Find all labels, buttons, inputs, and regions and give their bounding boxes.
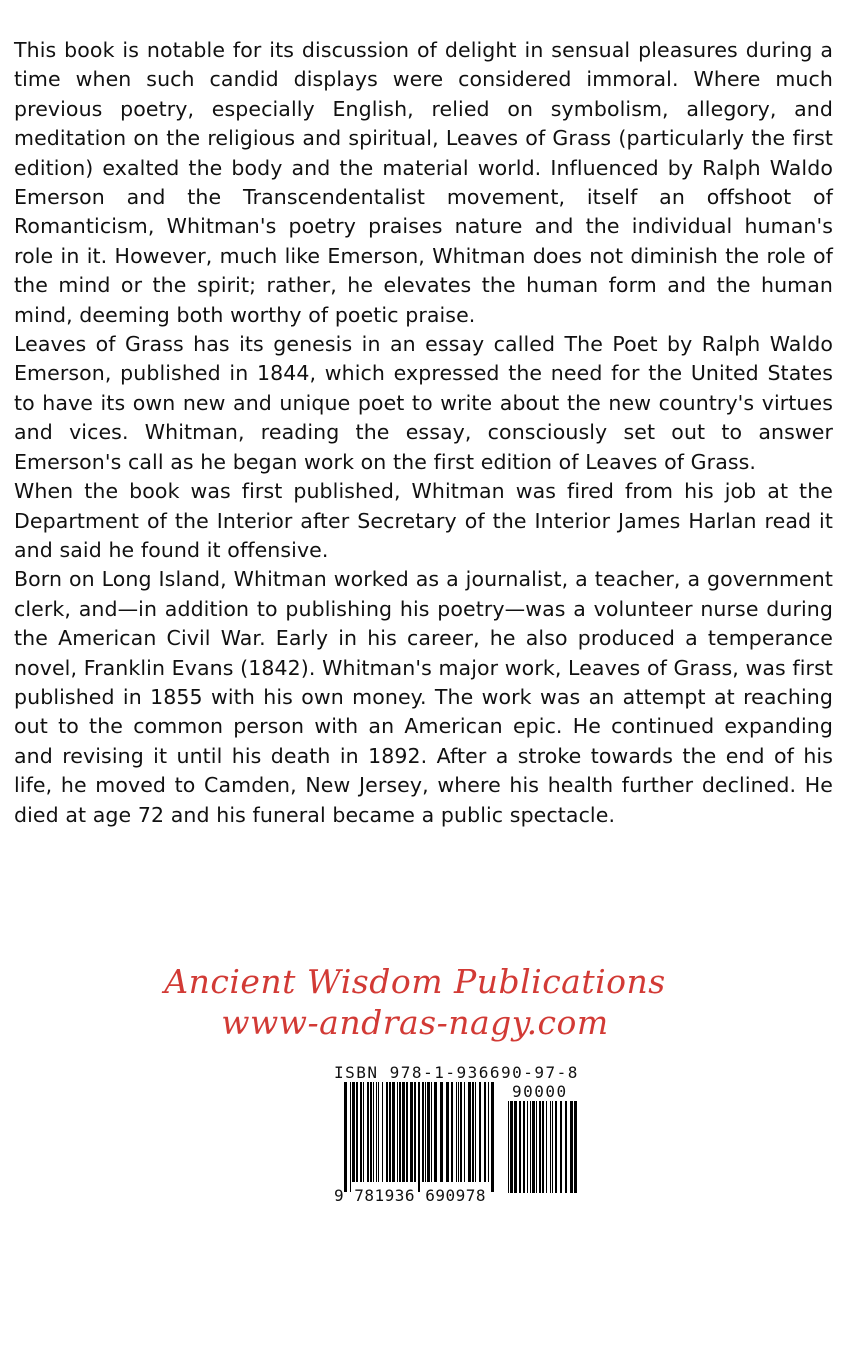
barcode-addon-label: 90000 (512, 1082, 568, 1101)
barcode-bar (484, 1082, 486, 1182)
barcode-bar (488, 1082, 489, 1182)
barcode-bar (574, 1101, 577, 1193)
back-cover-blurb (14, 36, 833, 830)
barcode-bar (552, 1101, 553, 1193)
barcode-bar (555, 1101, 557, 1193)
blurb-paragraph-2: Leaves of Grass has its genesis in an essay called The Poet by Ralph Waldo Emerson, published in 1844, which expressed the need for the United States to have its own new and unique poet to write about the new country's virtues and vices. Whitman, reading the essay, consciously set out to answer Emerson's call as he began work on the first edition of Leaves of Grass. (14, 332, 833, 474)
barcode-bar (560, 1101, 562, 1193)
isbn-label: ISBN 978-1-936690-97-8 (334, 1063, 579, 1082)
blurb-paragraph-4: Born on Long Island, Whitman worked as a journalist, a teacher, a government clerk, and—in addition to publishing his poetry—was a volunteer nurse during the American Civil War. Early in his career, he also produced a temperance novel, Franklin Evans (1842). Whitman's major work, Leaves of Grass, was first published in 1855 with his own money. The work was an attempt at reaching out to the common person with an American epic. He continued expanding and revising it until his death in 1892. After a stroke towards the end of his life, he moved to Camden, New Jersey, where his health further declined. He died at age 72 and his funeral became a public spectacle. (14, 567, 833, 827)
barcode-bar (434, 1082, 437, 1182)
barcode-bar (460, 1082, 462, 1182)
addon-barcode (508, 1101, 580, 1193)
barcode-bar (397, 1082, 398, 1182)
barcode-bar (565, 1101, 567, 1193)
barcode-bar (491, 1082, 494, 1192)
barcode-bar (479, 1082, 481, 1182)
barcode-bar (532, 1101, 535, 1193)
publisher-url: www-andras-nagy.com (221, 1003, 609, 1042)
blurb-paragraph-3: When the book was first published, Whitman was fired from his job at the Department of the Interior after Secretary of the Interior James Harlan read it and said he found it offensive. (14, 479, 833, 562)
barcode-bar (536, 1101, 537, 1193)
barcode-bar (570, 1101, 573, 1193)
barcode-bar (382, 1082, 383, 1182)
barcode-bar (344, 1082, 347, 1192)
barcode-bar (472, 1082, 474, 1182)
barcode-bar (510, 1101, 513, 1193)
barcode-bar (530, 1101, 531, 1193)
barcode-bar (523, 1101, 525, 1193)
barcode-bar (402, 1082, 405, 1182)
barcode-bar (456, 1082, 457, 1182)
barcode-bar (392, 1082, 395, 1182)
barcode-bar (352, 1082, 355, 1182)
isbn-barcode (344, 1082, 496, 1192)
barcode-bar (370, 1082, 372, 1182)
barcode-bar (376, 1082, 377, 1182)
barcode-bar (546, 1101, 547, 1193)
barcode-bar (458, 1082, 459, 1182)
barcode-bar (451, 1082, 453, 1182)
barcode-bar (367, 1082, 369, 1182)
barcode-bar (356, 1082, 358, 1182)
barcode-bar (440, 1082, 443, 1182)
barcode-bar (360, 1082, 362, 1182)
barcode-bar (378, 1082, 379, 1182)
ean-digits: 9 781936 690978 (334, 1186, 486, 1205)
barcode-bar (418, 1082, 420, 1192)
barcode-bar (527, 1101, 528, 1193)
barcode-bar (550, 1101, 551, 1193)
barcode-bar (410, 1082, 413, 1182)
blurb-paragraph-1: This book is notable for its discussion of delight in sensual pleasures during a time when such candid displays were considered immoral. Where much previous poetry, especially English, relied on symbolism, allegory, and meditation on the religious and spiritual, Leaves of Grass (particularly the first edition) exalted the body and the material world. Influenced by Ralph Waldo Emerson and the Transcendentalist movement, itself an offshoot of Romanticism, Whitman's poetry praises nature and the individual human's role in it. However, much like Emerson, Whitman does not diminish the role of the mind or the spirit; rather, he elevates the human form and the human mind, deeming both worthy of poetic praise. (14, 38, 833, 327)
barcode-bar (446, 1082, 449, 1182)
barcode-bar (373, 1082, 374, 1182)
barcode-bar (464, 1082, 465, 1182)
barcode-bar (508, 1101, 509, 1193)
publisher-name: Ancient Wisdom Publications (164, 962, 666, 1001)
barcode-bar (539, 1101, 541, 1193)
barcode-bar (406, 1082, 408, 1182)
barcode-bar (542, 1101, 544, 1193)
barcode-bar (350, 1082, 351, 1192)
barcode-bar (399, 1082, 401, 1182)
barcode-bar (519, 1101, 521, 1193)
barcode-bar (514, 1101, 517, 1193)
barcode-bar (427, 1082, 430, 1182)
barcode-bar (422, 1082, 424, 1182)
barcode-bar (425, 1082, 426, 1182)
barcode-bar (414, 1082, 416, 1182)
barcode-bar (475, 1082, 476, 1182)
barcode-bar (389, 1082, 391, 1182)
barcode-bar (386, 1082, 388, 1182)
barcode-bar (363, 1082, 364, 1182)
barcode-bar (468, 1082, 471, 1182)
barcode-bar (431, 1082, 432, 1182)
